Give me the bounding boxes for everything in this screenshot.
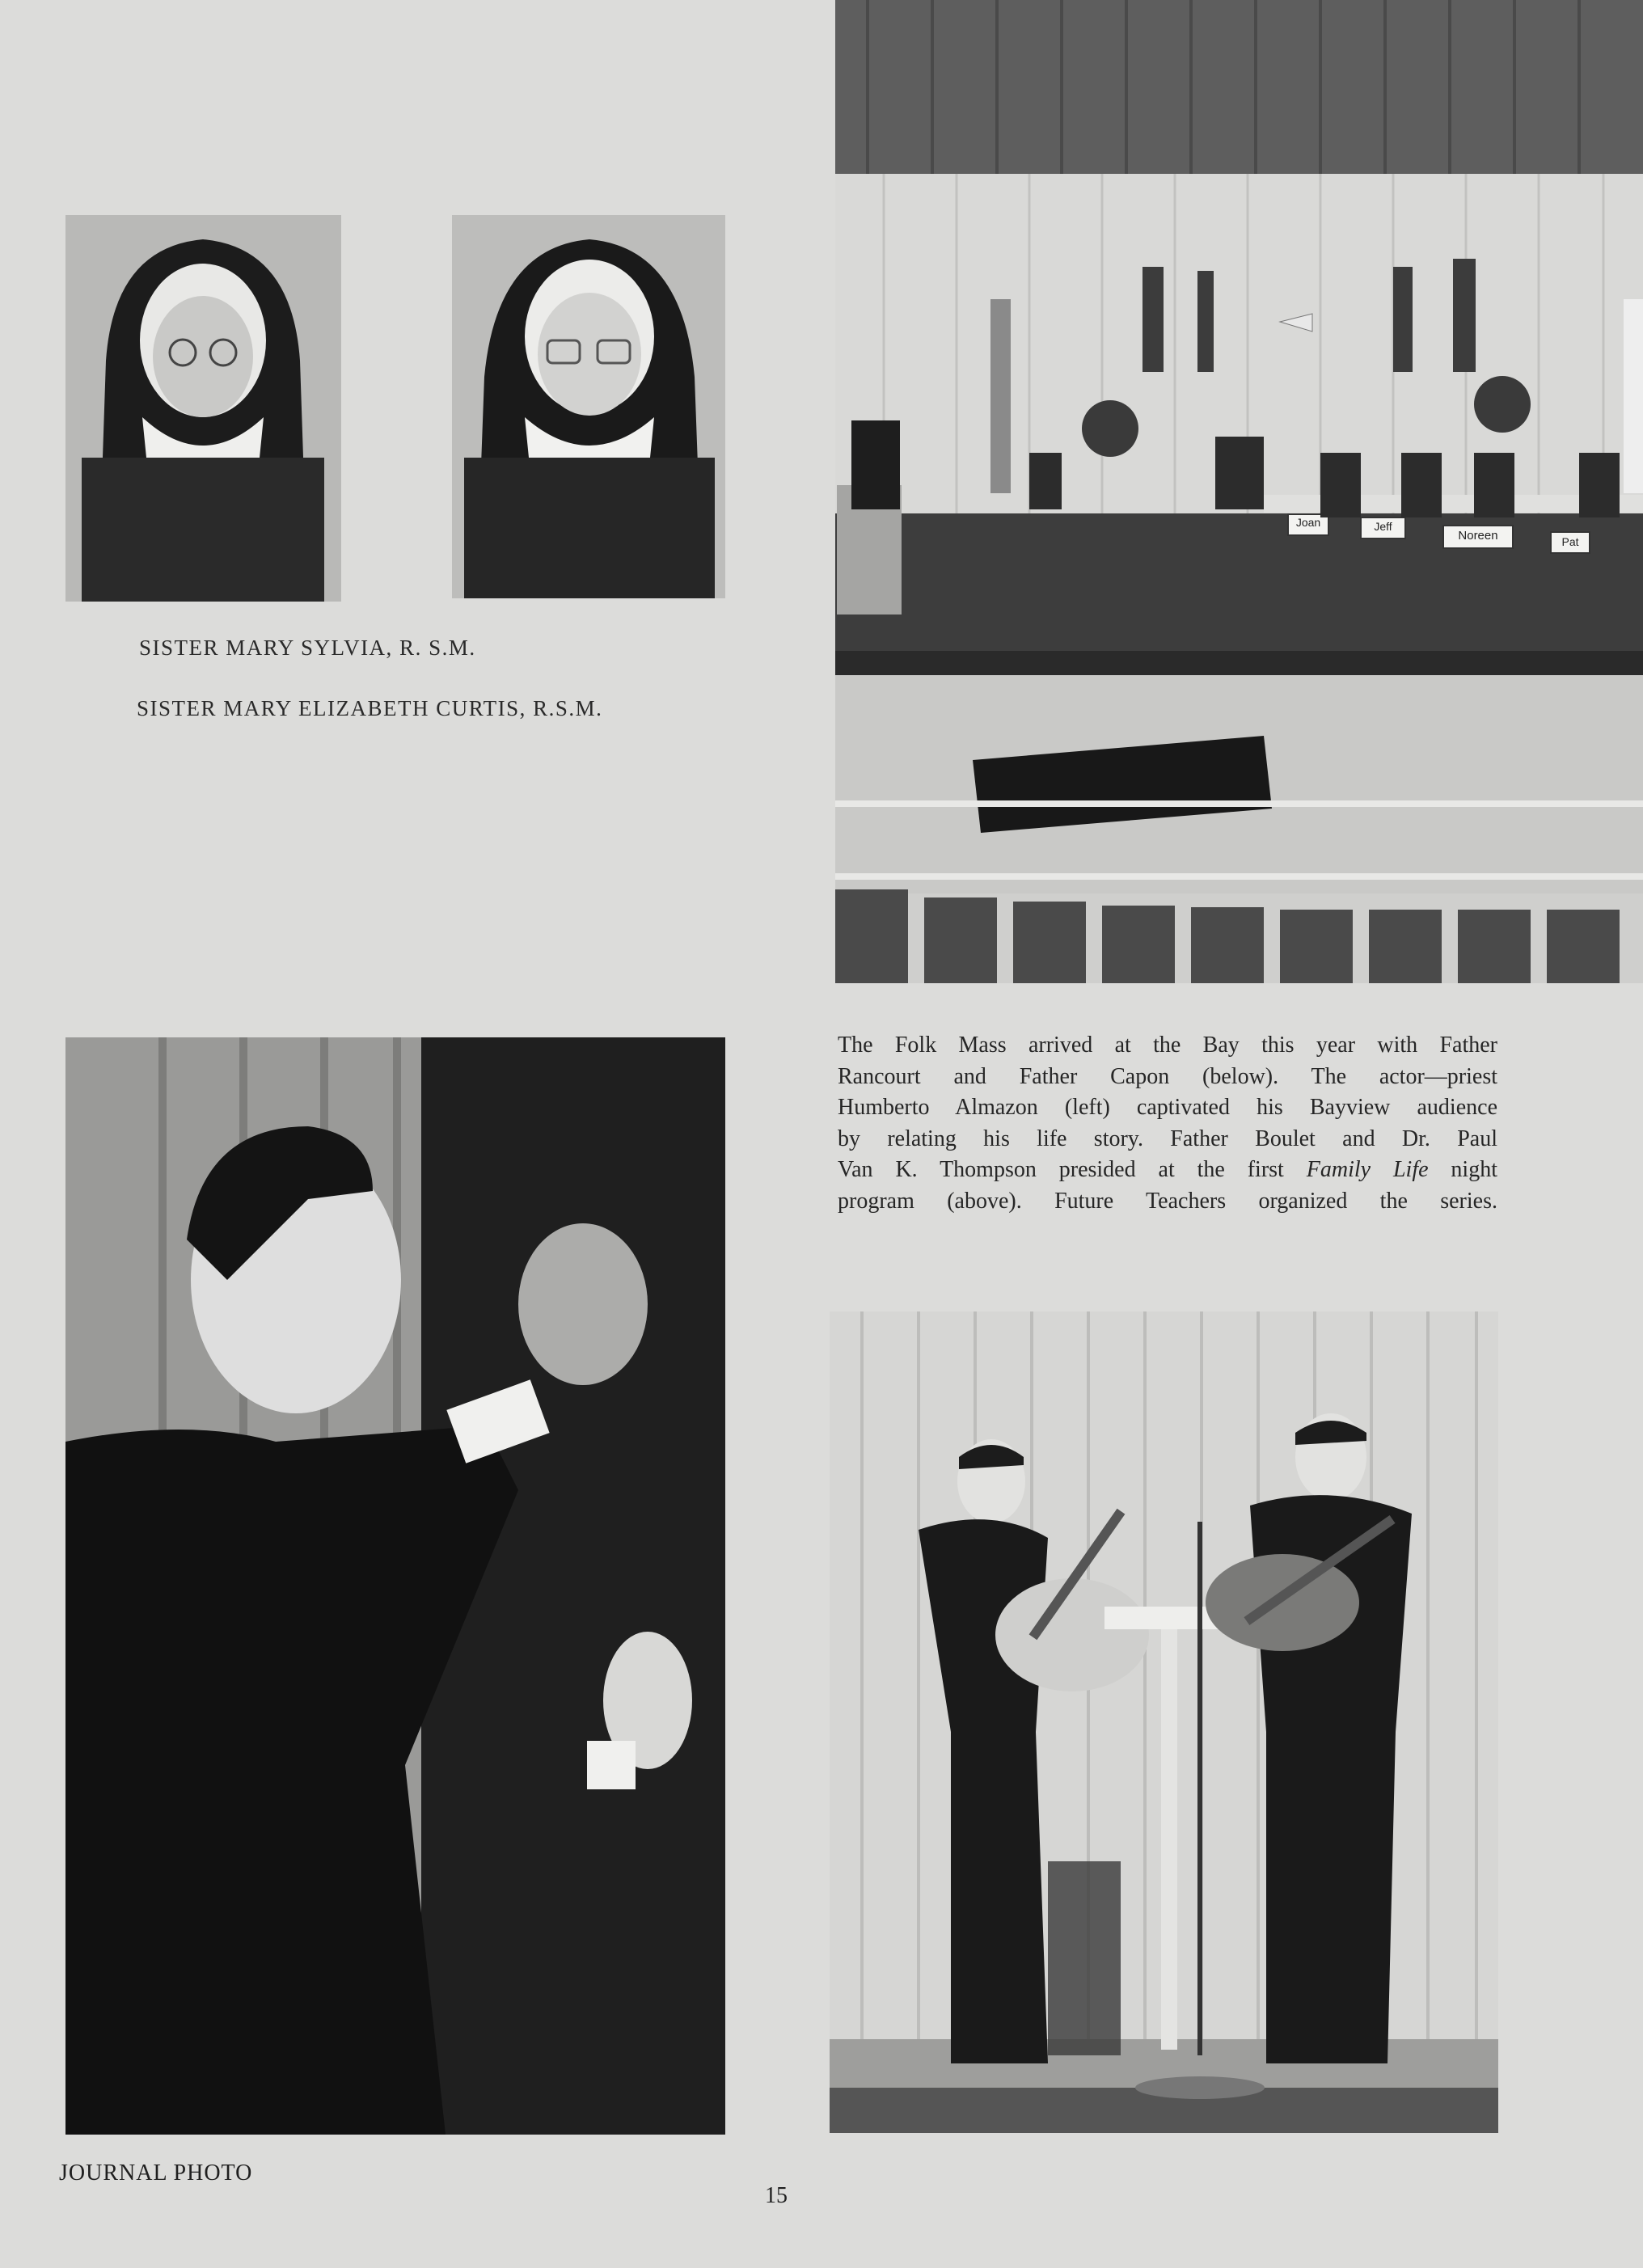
portrait-photo-sister-mary-elizabeth-curtis	[452, 215, 725, 598]
name-card-joan: Joan	[1295, 516, 1321, 529]
actor-priest-photo	[65, 1037, 725, 2135]
article-line-5-lead: Van K. Thompson presided at the first	[838, 1157, 1307, 1182]
article-line-5-tail: night	[1428, 1157, 1497, 1182]
article-line-4: by relating his life story. Father Boulet and Dr. Paul	[838, 1126, 1497, 1151]
page-number: 15	[765, 2183, 788, 2208]
name-card-jeff: Jeff	[1374, 520, 1392, 533]
stage-panel-photo	[835, 0, 1643, 983]
portrait-photo-sister-mary-sylvia	[65, 215, 341, 602]
portrait-caption-1: SISTER MARY SYLVIA, R. S.M.	[139, 636, 476, 660]
folk-mass-photo	[830, 1311, 1498, 2133]
article-paragraph	[838, 1030, 1497, 1217]
photo-credit: JOURNAL PHOTO	[59, 2160, 253, 2186]
family-life-phrase: Family Life	[1306, 1157, 1429, 1182]
article-line-5	[838, 1155, 1497, 1186]
article-line-6: program (above). Future Teachers organized the series.	[838, 1188, 1497, 1214]
article-line-3: Humberto Almazon (left) captivated his Bayview audience	[838, 1095, 1497, 1120]
portrait-caption-2: SISTER MARY ELIZABETH CURTIS, R.S.M.	[137, 696, 603, 720]
name-card-noreen: Noreen	[1458, 529, 1498, 543]
article-line-1: The Folk Mass arrived at the Bay this year with Father	[838, 1033, 1497, 1058]
article-line-2: Rancourt and Father Capon (below). The actor—priest	[838, 1063, 1497, 1089]
name-card-pat: Pat	[1561, 535, 1579, 548]
